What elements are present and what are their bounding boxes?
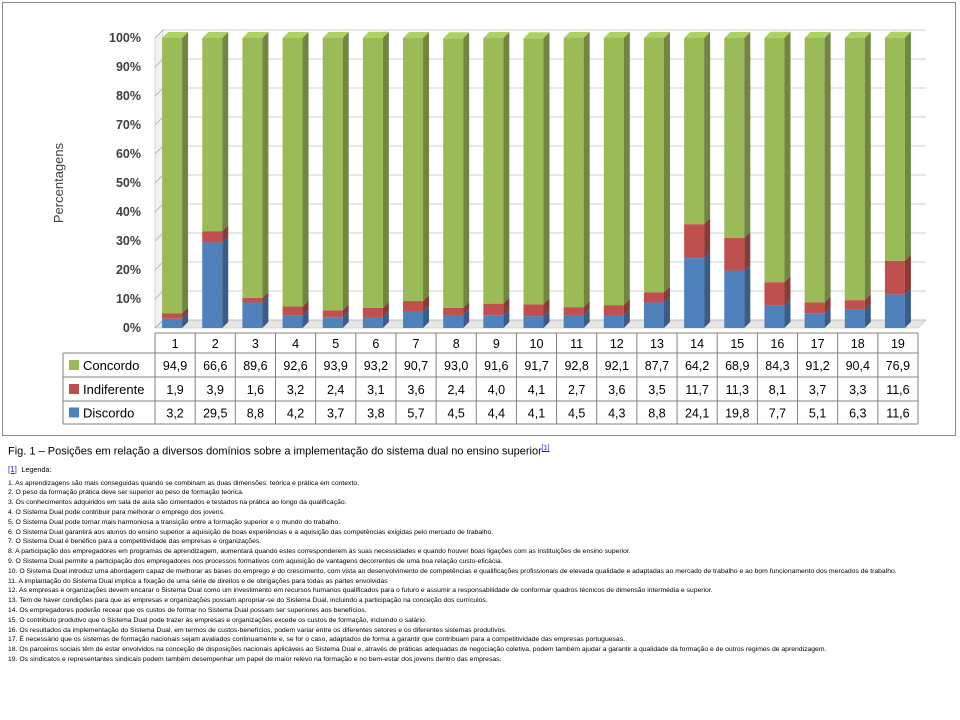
data-label: 8,1 (768, 383, 787, 397)
data-label: 89,6 (243, 359, 268, 373)
bar-side (905, 255, 911, 295)
bar-side (262, 32, 268, 298)
bar-side (784, 32, 790, 282)
y-tick-label: 80% (115, 89, 141, 103)
data-label: 94,9 (162, 359, 188, 373)
bar-discordo (283, 316, 303, 328)
data-label: 8,8 (246, 406, 265, 421)
bar-concordo (684, 38, 704, 224)
legend-note-item: 18. Os parceiros sociais têm de estar envolvidos na conceção de disposições nacionais aplicáveis ao Sistema Dual e, através de práticas adequadas de negociação coletiva, podem também ajudar a garantir a qualidade da formação e de outros regimes de aprendizagem. (8, 646, 827, 654)
bar-side (503, 32, 509, 304)
legend-key-concordo (69, 360, 79, 370)
data-label: 76,9 (885, 359, 911, 373)
bar-indiferente (644, 292, 664, 302)
bar-side (182, 32, 188, 313)
y-tick-label: 40% (115, 205, 141, 219)
x-category-label: 4 (292, 337, 300, 351)
x-category-label: 8 (452, 337, 460, 351)
bar-indiferente (162, 313, 182, 319)
data-label: 5,1 (808, 406, 827, 421)
bar-indiferente (564, 307, 584, 315)
legend-note-item: 1. As aprendizagens são mais conseguidas quando se combinam as duas dimensões: teórica e prática em contexto. (8, 479, 359, 487)
data-label: 1,9 (166, 383, 184, 397)
legend-note-item: 6. O Sistema Dual garantirá aos alunos do ensino superior a aquisição de boas experiências e a aquisição das competências exigidas pelo mercado de trabalho. (8, 528, 494, 536)
y-tick-label: 20% (115, 263, 141, 277)
bar-side (463, 32, 469, 308)
figure-caption-text: Fig. 1 – Posições em relação a diversos domínios sobre a implementação do sistema dual no ensino superior (8, 445, 542, 458)
legend-note-item: 19. Os sindicatos e representantes sindicais podem também desempenhar um papel de maior relevo na formação e no bem-estar dos jovens dentro das empresas. (8, 656, 502, 663)
x-category-label: 6 (372, 337, 380, 351)
bar-side (825, 32, 831, 302)
data-label: 4,4 (487, 406, 506, 421)
bar-concordo (764, 38, 784, 282)
bar-side (222, 236, 228, 328)
data-label: 1,6 (246, 383, 265, 397)
bar-side (584, 32, 590, 307)
bar-side (303, 32, 309, 307)
bar-side (423, 32, 429, 301)
data-label: 93,0 (444, 359, 469, 373)
data-label: 4,5 (447, 406, 465, 421)
bar-concordo (724, 38, 744, 238)
bar-discordo (202, 242, 222, 328)
bar-concordo (283, 38, 303, 307)
x-category-label: 1 (171, 337, 179, 351)
bar-discordo (845, 310, 865, 328)
bar-discordo (524, 316, 544, 328)
footnote-ref-link[interactable]: [1] (541, 445, 550, 452)
legend-note-item: 8. A participação dos empregadores em programas de aprendizagem, aumentará quando estes corresponderem às suas necessidades e quando houver boas ligações com as instituições de ensino superior. (8, 548, 631, 556)
data-label: 92,1 (604, 359, 629, 373)
bar-indiferente (764, 282, 784, 305)
bar-concordo (524, 38, 544, 304)
bar-side (744, 232, 750, 271)
x-category-label: 13 (650, 337, 664, 351)
data-label: 91,7 (524, 359, 549, 373)
bar-concordo (242, 38, 262, 298)
legend-note-item: 11. A implantação do Sistema Dual implica a fixação de uma série de direitos e de obrigações para todas as partes envolvidas (8, 577, 388, 585)
bar-discordo (724, 271, 744, 328)
bar-concordo (323, 38, 343, 310)
bar-discordo (443, 315, 463, 328)
data-label: 24,1 (684, 406, 710, 421)
data-label: 4,0 (487, 383, 506, 397)
series-name: Discordo (83, 405, 135, 421)
data-label: 3,1 (367, 383, 385, 397)
data-label: 91,6 (484, 359, 509, 373)
bar-discordo (403, 311, 423, 328)
y-tick-label: 60% (115, 147, 141, 161)
bar-indiferente (524, 304, 544, 316)
bar-indiferente (403, 301, 423, 311)
data-label: 2,7 (567, 383, 586, 397)
data-label: 19,8 (725, 406, 750, 421)
bar-side (905, 288, 911, 328)
bar-side (624, 32, 630, 305)
x-category-label: 10 (529, 337, 544, 351)
bar-concordo (363, 38, 383, 308)
data-label: 6,3 (849, 406, 867, 421)
x-category-label: 15 (730, 337, 745, 351)
bar-concordo (885, 38, 905, 261)
bar-side (383, 32, 389, 308)
notes-list (8, 479, 953, 665)
bar-side (704, 252, 710, 328)
data-label: 29,5 (203, 406, 228, 421)
data-label: 4,5 (567, 406, 586, 421)
data-label: 2,4 (327, 383, 345, 397)
bar-indiferente (845, 300, 865, 310)
data-label: 87,7 (644, 359, 670, 373)
data-label: 3,6 (407, 383, 425, 397)
bar-indiferente (684, 224, 704, 258)
bar-side (222, 32, 228, 231)
x-category-label: 16 (770, 337, 785, 351)
data-label: 5,7 (407, 406, 425, 421)
chart-frame (2, 2, 956, 436)
bar-discordo (604, 316, 624, 328)
data-label: 84,3 (765, 359, 790, 373)
y-tick-label: 50% (115, 176, 141, 190)
x-category-label: 11 (570, 337, 584, 351)
figure-caption (8, 442, 953, 459)
bar-concordo (202, 38, 222, 231)
legend-key-indiferente (69, 384, 79, 394)
data-label: 90,7 (403, 359, 429, 373)
bar-concordo (403, 38, 423, 301)
data-label: 93,2 (363, 359, 389, 373)
bar-concordo (162, 38, 182, 313)
x-category-label: 18 (850, 337, 865, 351)
legend-note-item: 5. O Sistema Dual pode tornar mais harmoniosa a transição entre a formação superior e o mundo do trabalho. (8, 518, 341, 526)
data-label: 3,6 (608, 383, 626, 397)
bar-side (905, 32, 911, 261)
data-label: 3,9 (206, 383, 224, 397)
data-label: 68,9 (725, 359, 750, 373)
data-label: 92,6 (283, 359, 308, 373)
bar-indiferente (443, 308, 463, 315)
bar-side (704, 218, 710, 258)
bar-concordo (483, 38, 503, 304)
x-category-label: 7 (412, 337, 420, 351)
bar-concordo (805, 38, 825, 302)
data-label: 4,1 (527, 406, 546, 421)
caption-area (8, 442, 953, 665)
data-label: 11,6 (886, 406, 910, 421)
legend-note-item: 3. Os conhecimentos adquiridos em sala de aula são cimentados e testados na prática ao longo da qualificação. (8, 499, 347, 507)
bar-side (865, 32, 871, 300)
data-label: 91,2 (805, 359, 830, 373)
x-category-label: 5 (332, 337, 340, 351)
data-label: 7,7 (768, 406, 787, 421)
x-category-label: 14 (690, 337, 705, 351)
data-label: 3,2 (166, 406, 184, 421)
x-category-label: 19 (890, 337, 905, 351)
bar-side (664, 32, 670, 292)
data-label: 4,1 (527, 383, 546, 397)
legend-ref-link[interactable]: [1] (8, 464, 17, 474)
legend-note-item: 17. É necessário que os sistemas de formação nacionais sejam avaliados continuamente e, se for o caso, adaptados de forma a garantir que contribuam para a competitividade das empresas portuguesas. (8, 636, 625, 644)
bar-indiferente (724, 238, 744, 271)
data-label: 11,7 (685, 383, 709, 397)
bar-side (704, 32, 710, 224)
data-label: 66,6 (203, 359, 228, 373)
data-label: 3,5 (648, 383, 666, 397)
bar-concordo (845, 38, 865, 300)
bar-indiferente (483, 304, 503, 316)
x-category-label: 2 (211, 337, 219, 351)
y-tick-label: 0% (122, 321, 141, 335)
legend-note-item: 4. O Sistema Dual pode contribuir para melhorar o emprego dos jovens. (8, 509, 225, 517)
bar-discordo (684, 258, 704, 328)
x-category-label: 17 (810, 337, 825, 351)
series-name: Concordo (83, 358, 140, 373)
data-label: 2,4 (447, 383, 465, 397)
data-label: 4,3 (608, 406, 626, 421)
bar-side (744, 265, 750, 328)
bar-discordo (564, 315, 584, 328)
bar-discordo (483, 315, 503, 328)
data-label: 3,8 (367, 406, 385, 421)
data-label: 3,2 (286, 383, 305, 397)
legend-note-item: 15. O contributo produtivo que o Sistema Dual pode trazer às empresas e organizações excede os custos de formação, incluindo o salário. (8, 616, 427, 624)
data-label: 3,3 (849, 383, 867, 397)
bar-indiferente (202, 231, 222, 242)
legend-note-item: 14. Os empregadores poderão recear que os custos de formar no Sistema Dual possam ser superiores aos benefícios. (8, 607, 367, 615)
bar-discordo (885, 294, 905, 328)
y-tick-label: 10% (115, 292, 141, 306)
legend-note-item: 7. O Sistema Dual é benéfico para a competitividade das empresas e organizações. (8, 538, 262, 546)
legend-note-item: 16. Os resultados da implementação do Sistema Dual, em termos de custos-benefícios, podem variar entre os diferentes setores e os diferentes sistemas produtivos. (8, 626, 507, 634)
bar-side (343, 32, 349, 310)
legend-heading: Legenda: (21, 464, 52, 474)
bar-indiferente (604, 305, 624, 315)
legend-note-item: 12. As empresas e organizações devem encarar o Sistema Dual como um investimento em recursos humanos qualificados para o futuro e assumir a responsabilidade de conformar quadros técnicos de dimensão intermédia e superior. (8, 587, 713, 595)
bar-concordo (443, 38, 463, 308)
y-tick-label: 70% (115, 118, 141, 132)
y-axis-title: Percentagens (51, 142, 66, 224)
legend-note-item: 9. O Sistema Dual permite a participação dos empregadores nos processos formativos com aquisição de vantagens decorrentes de uma boa relação custo-eficácia. (8, 558, 503, 566)
data-label: 92,8 (564, 359, 589, 373)
legend-note-item: 13. Tem de haver condições para que as empresas e organizações possam apropriar-se do Sistema Dual, incluindo a participação na conceção dos currículos. (8, 597, 488, 605)
bar-indiferente (283, 307, 303, 316)
bar-indiferente (805, 302, 825, 313)
data-label: 11,6 (886, 383, 910, 397)
bar-side (544, 32, 550, 304)
bar-discordo (242, 302, 262, 328)
bar-indiferente (323, 310, 343, 317)
data-label: 4,2 (286, 406, 305, 421)
bar-concordo (604, 38, 624, 305)
bar-discordo (162, 319, 182, 328)
y-tick-label: 30% (115, 234, 141, 248)
x-category-label: 12 (609, 337, 624, 351)
bar-concordo (644, 38, 664, 292)
data-label: 90,4 (845, 359, 870, 373)
bar-discordo (764, 306, 784, 328)
bar-concordo (564, 38, 584, 307)
data-label: 3,7 (327, 406, 345, 421)
bar-indiferente (885, 261, 905, 295)
y-tick-label: 90% (115, 60, 141, 74)
data-label: 3,7 (808, 383, 827, 397)
legend-note-item: 10. O Sistema Dual introduz uma abordagem capaz de melhorar as bases do emprego e do crescimento, com vista ao desenvolvimento de competências e qualificações profissionais de elevada qualidade e adaptadas ao mercado de trabalho e ao bom funcionamento dos mercados de trabalho. (8, 567, 897, 575)
bar-discordo (323, 317, 343, 328)
data-label: 93,9 (323, 359, 348, 373)
x-category-label: 9 (492, 337, 500, 351)
bar-indiferente (363, 308, 383, 317)
series-name: Indiferente (83, 382, 145, 397)
legend-key-discordo (69, 408, 79, 418)
legend-note-item: 2. O peso da formação prática deve ser superior ao peso de formação teórica. (8, 489, 244, 497)
bar-discordo (363, 317, 383, 328)
stacked-bar-chart (3, 3, 955, 435)
data-label: 64,2 (684, 359, 710, 373)
data-label: 11,3 (725, 383, 749, 397)
bar-indiferente (242, 298, 262, 303)
data-label: 8,8 (648, 406, 666, 421)
y-tick-label: 100% (109, 31, 141, 45)
x-category-label: 3 (251, 337, 259, 351)
bar-side (744, 32, 750, 238)
bar-discordo (805, 313, 825, 328)
bar-discordo (644, 302, 664, 328)
